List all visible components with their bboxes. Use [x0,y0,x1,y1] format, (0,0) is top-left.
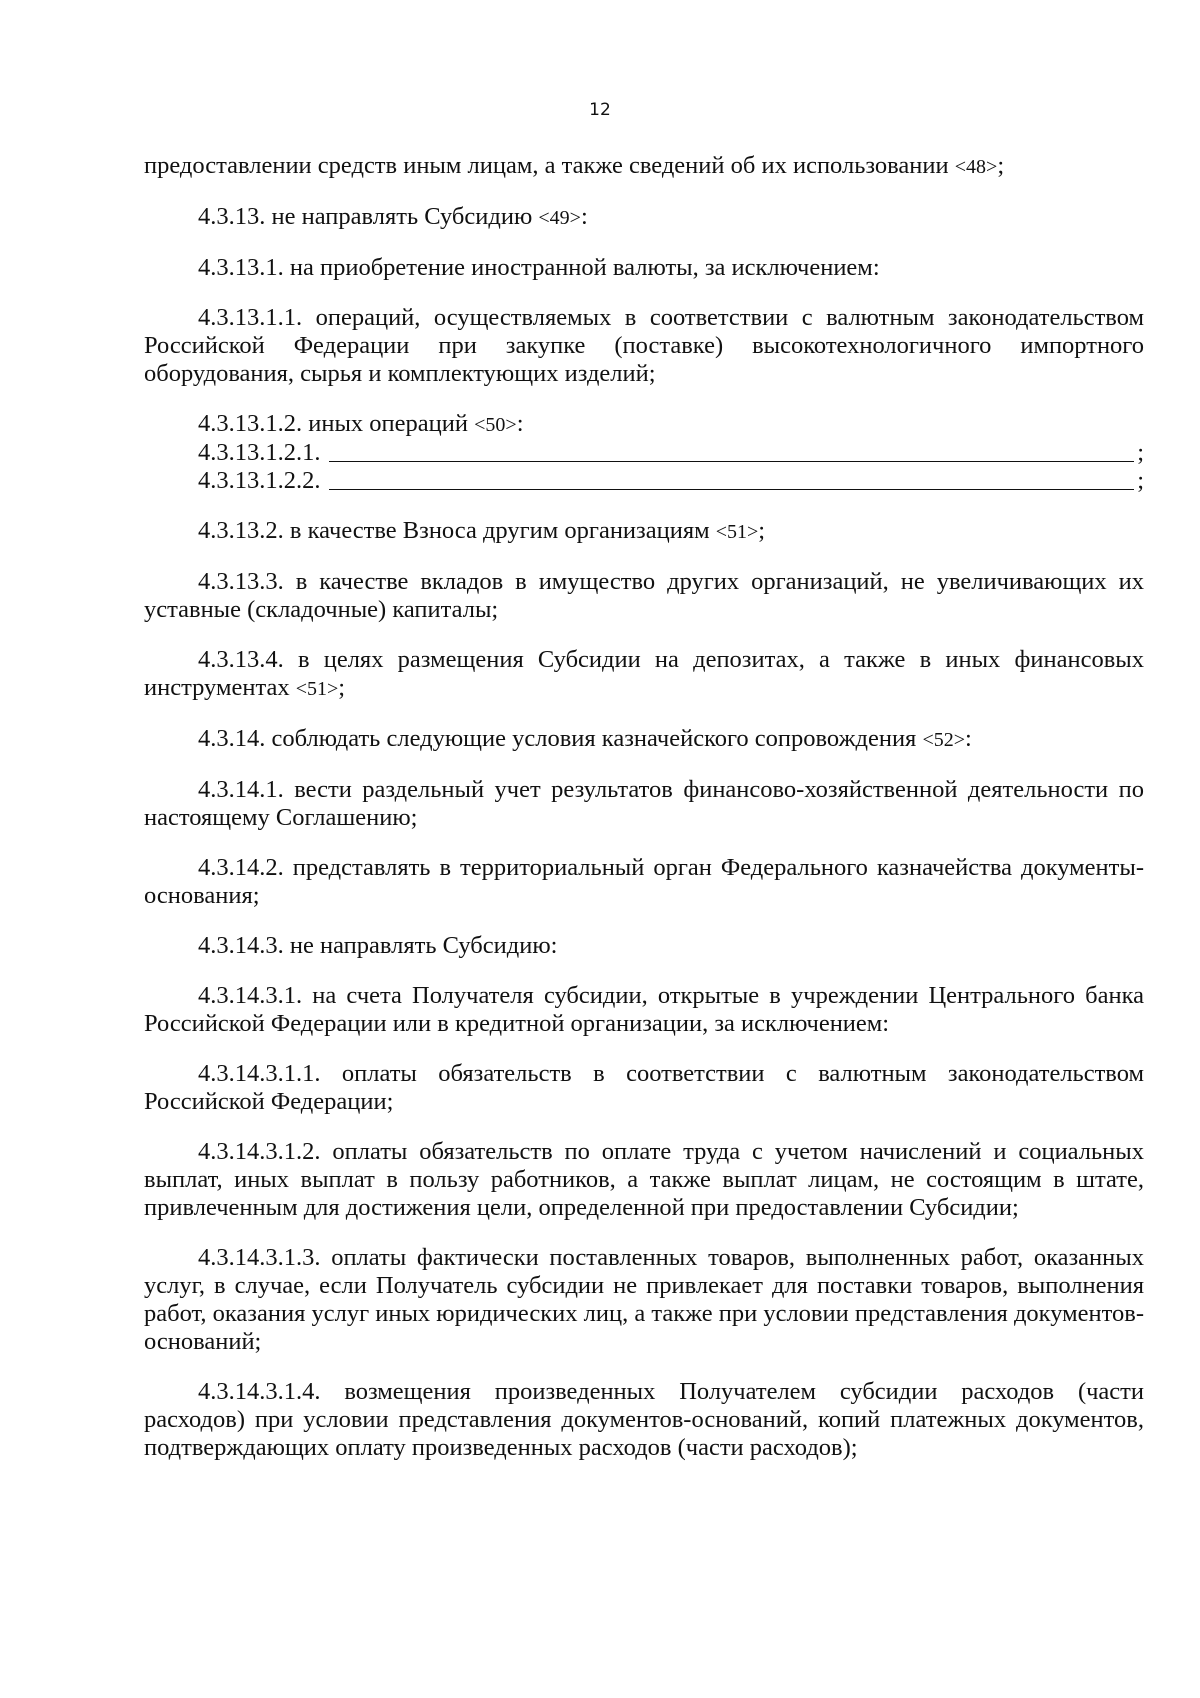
footnote-ref: <49> [538,207,581,229]
fill-in-line [144,439,1144,467]
paragraph: предоставлении средств иным лицам, а также сведений об их использовании <48>; [144,152,1005,179]
paragraph: 4.3.14.3.1. на счета Получателя субсидии, открытые в учреждении Центрального банка Российской Федерации или в кредитной организации, за исключением: [144,982,1144,1037]
page-number: 12 [589,100,611,120]
paragraph: 4.3.14.3.1.4. возмещения произведенных Получателем субсидии расходов (части расходов) при условии представления документов-оснований, копий платежных документов, подтверждающих оплату произведенных расходов (части расходов); [144,1378,1144,1461]
footnote-ref: <51> [715,521,759,543]
fill-in-end: ; [1137,439,1144,466]
paragraph: 4.3.14.1. вести раздельный учет результатов финансово-хозяйственной деятельности по настоящему Соглашению; [144,776,1144,831]
paragraph: 4.3.14.3.1.3. оплаты фактически поставленных товаров, выполненных работ, оказанных услуг, в случае, если Получатель субсидии не привлекает для поставки товаров, выполнения работ, оказания услуг иных юридических лиц, а также при условии представления документов-оснований; [144,1244,1144,1355]
fill-in-label: 4.3.13.1.2.2. [198,467,321,494]
fill-in-blank[interactable] [329,488,1135,490]
footnote-ref: <52> [922,729,966,751]
paragraph: 4.3.13.3. в качестве вкладов в имущество других организаций, не увеличивающих их уставные (складочные) капиталы; [144,568,1144,623]
footnote-ref: <51> [295,678,339,700]
paragraph: 4.3.14.3.1.2. оплаты обязательств по оплате труда с учетом начислений и социальных выплат, иных выплат в пользу работников, а также выплат лицам, не состоящим в штате, привлеченным для достижения цели, определенной при предоставлении Субсидии; [144,1138,1144,1221]
fill-in-end: ; [1137,467,1144,494]
paragraph: 4.3.14.2. представлять в территориальный орган Федерального казначейства документы-основания; [144,854,1144,909]
fill-in-blank[interactable] [329,460,1135,462]
footnote-ref: <48> [954,156,998,178]
paragraph: 4.3.13. не направлять Субсидию <49>: [198,203,588,230]
paragraph: 4.3.14. соблюдать следующие условия казначейского сопровождения <52>: [198,725,972,752]
document-body [144,152,1144,1484]
fill-in-line [144,467,1144,495]
paragraph: 4.3.13.1. на приобретение иностранной валюты, за исключением: [198,254,880,281]
footnote-ref: <50> [474,414,517,436]
paragraph: 4.3.13.1.1. операций, осуществляемых в соответствии с валютным законодательством Российской Федерации при закупке (поставке) высокотехнологичного импортного оборудования, сырья и комплектующих изделий; [144,304,1144,387]
paragraph: 4.3.14.3. не направлять Субсидию: [198,932,558,959]
paragraph: 4.3.13.1.2. иных операций <50>: [198,410,524,437]
paragraph: 4.3.13.4. в целях размещения Субсидии на депозитах, а также в иных финансовых инструментах <51>; [144,646,1144,701]
fill-in-label: 4.3.13.1.2.1. [198,439,321,466]
paragraph: 4.3.14.3.1.1. оплаты обязательств в соответствии с валютным законодательством Российской Федерации; [144,1060,1144,1115]
paragraph: 4.3.13.2. в качестве Взноса другим организациям <51>; [198,517,766,544]
